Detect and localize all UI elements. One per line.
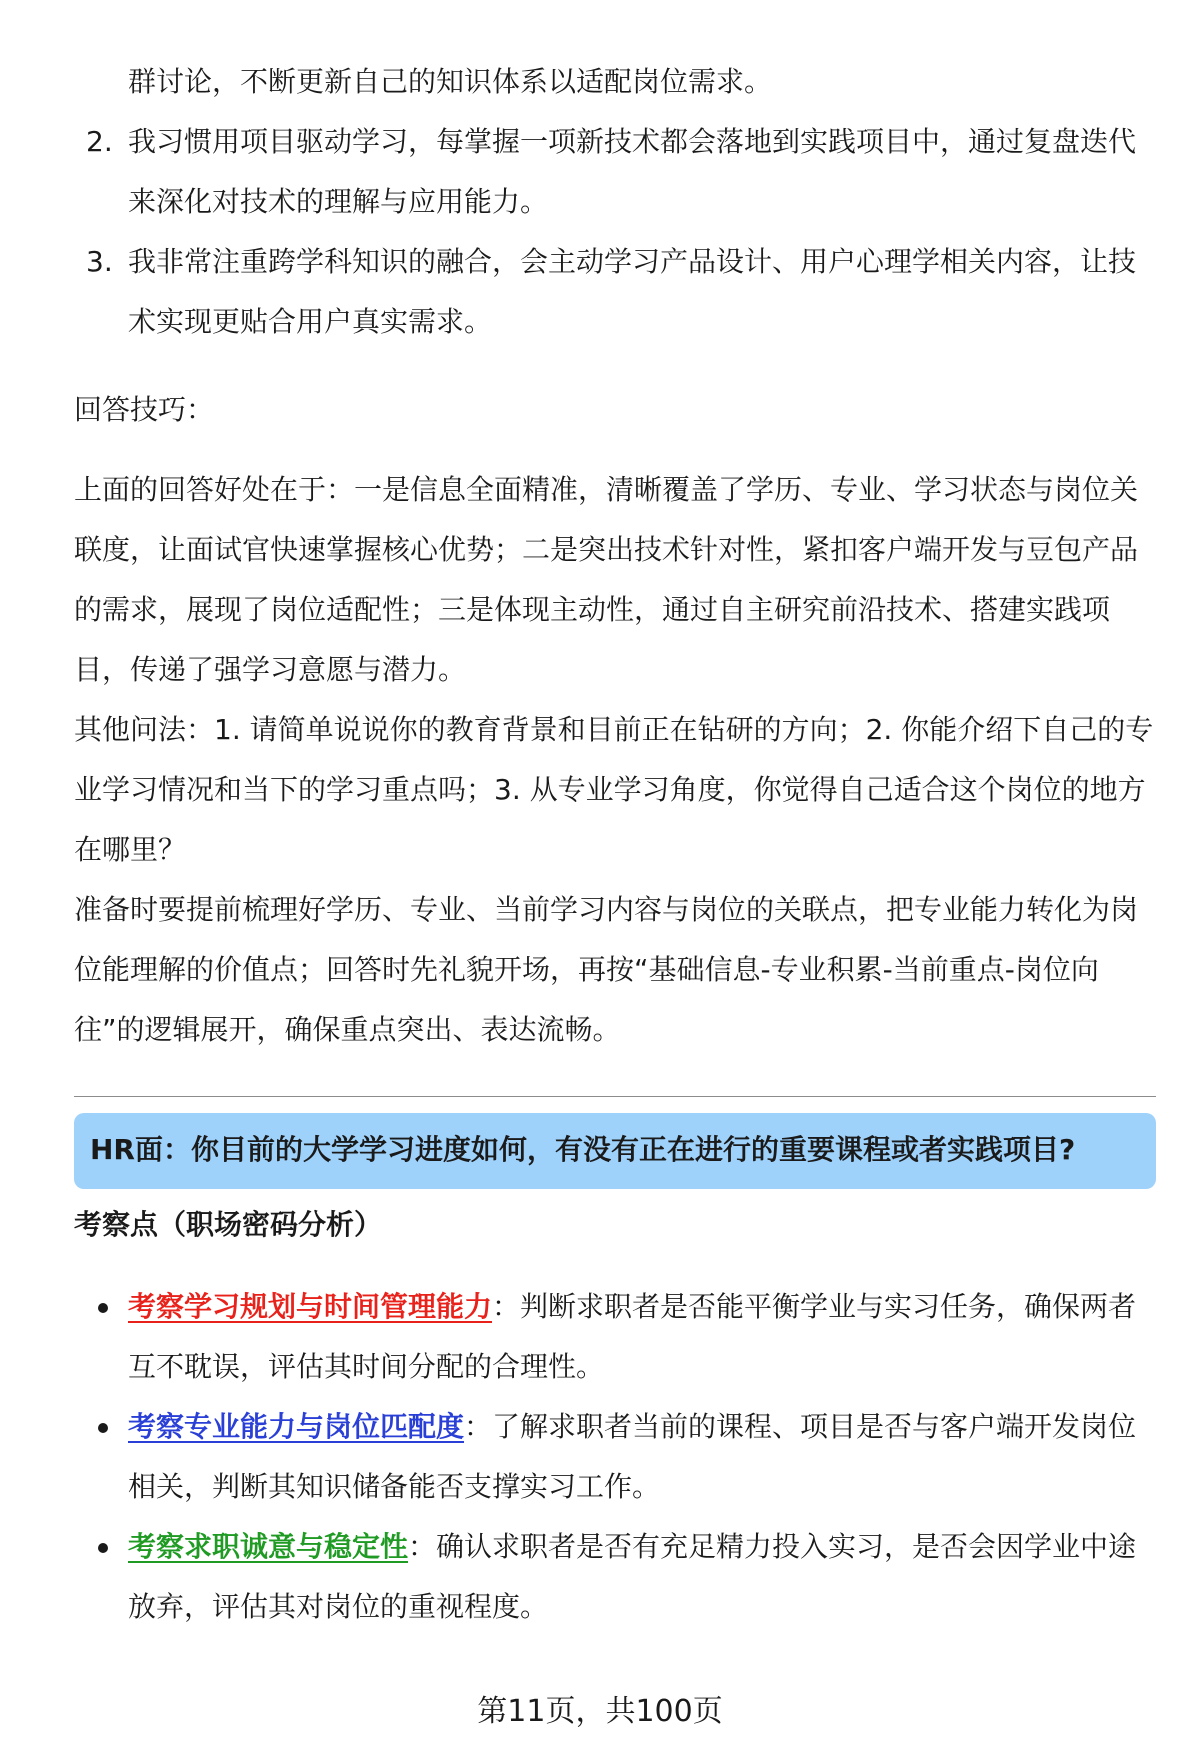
point-keyword: 考察专业能力与岗位匹配度 [128, 1410, 465, 1443]
point-text: ：判断求职者是否能平衡学业与实习任务，确保两者互不耽误，评估其时间分配的合理性。 [128, 1290, 1137, 1383]
bullet-icon [98, 1303, 108, 1313]
point-keyword: 考察求职诚意与稳定性 [128, 1530, 409, 1563]
question-callout [74, 1113, 1156, 1189]
preparation-paragraph: 准备时要提前梳理好学历、专业、当前学习内容与岗位的关联点，把专业能力转化为岗位能理解的价值点；回答时先礼貌开场，再按“基础信息-专业积累-当前重点-岗位向往”的逻辑展开，确保重点突出、表达流畅。 [74, 893, 1139, 1046]
tips-heading: 回答技巧： [74, 393, 215, 426]
list-item-3 [74, 232, 1156, 352]
list-item-point-2 [74, 1397, 1156, 1517]
list-item-text: 我非常注重跨学科知识的融合，会主动学习产品设计、用户心理学相关内容，让技术实现更贴合用户真实需求。 [128, 245, 1137, 338]
bullet-icon [98, 1543, 108, 1553]
section-title: 考察点（职场密码分析） [74, 1208, 383, 1241]
list-item-point-3 [74, 1517, 1156, 1637]
other-questions-paragraph: 其他问法：1. 请简单说说你的教育背景和目前正在钻研的方向；2. 你能介绍下自己的专业学习情况和当下的学习重点吗；3. 从专业学习角度，你觉得自己适合这个岗位的地方在哪里？ [74, 713, 1154, 866]
document-page [74, 0, 1156, 1637]
point-text: ：确认求职者是否有充足精力投入实习，是否会因学业中途放弃，评估其对岗位的重视程度。 [128, 1530, 1137, 1623]
list-item-number: 3. [86, 245, 113, 278]
question-callout-text: HR面：你目前的大学学习进度如何，有没有正在进行的重要课程或者实践项目? [90, 1133, 1076, 1166]
tips-paragraph: 上面的回答好处在于：一是信息全面精准，清晰覆盖了学历、专业、学习状态与岗位关联度，让面试官快速掌握核心优势；二是突出技术针对性，紧扣客户端开发与豆包产品的需求，展现了岗位适配性；三是体现主动性，通过自主研究前沿技术、搭建实践项目，传递了强学习意愿与潜力。 [74, 473, 1139, 686]
page-footer: 第11页，共100页 [477, 1694, 723, 1729]
list-item-point-1 [74, 1277, 1156, 1397]
list-item-2 [74, 112, 1156, 232]
list-item-continued [74, 52, 1156, 112]
point-text: ：了解求职者当前的课程、项目是否与客户端开发岗位相关，判断其知识储备能否支撑实习工作。 [128, 1410, 1137, 1503]
point-keyword: 考察学习规划与时间管理能力 [128, 1290, 493, 1323]
list-item-number: 2. [86, 125, 113, 158]
bullet-icon [98, 1423, 108, 1433]
list-item-text: 我习惯用项目驱动学习，每掌握一项新技术都会落地到实践项目中，通过复盘迭代来深化对技术的理解与应用能力。 [128, 125, 1137, 218]
list-item-text: 群讨论，不断更新自己的知识体系以适配岗位需求。 [128, 65, 773, 98]
